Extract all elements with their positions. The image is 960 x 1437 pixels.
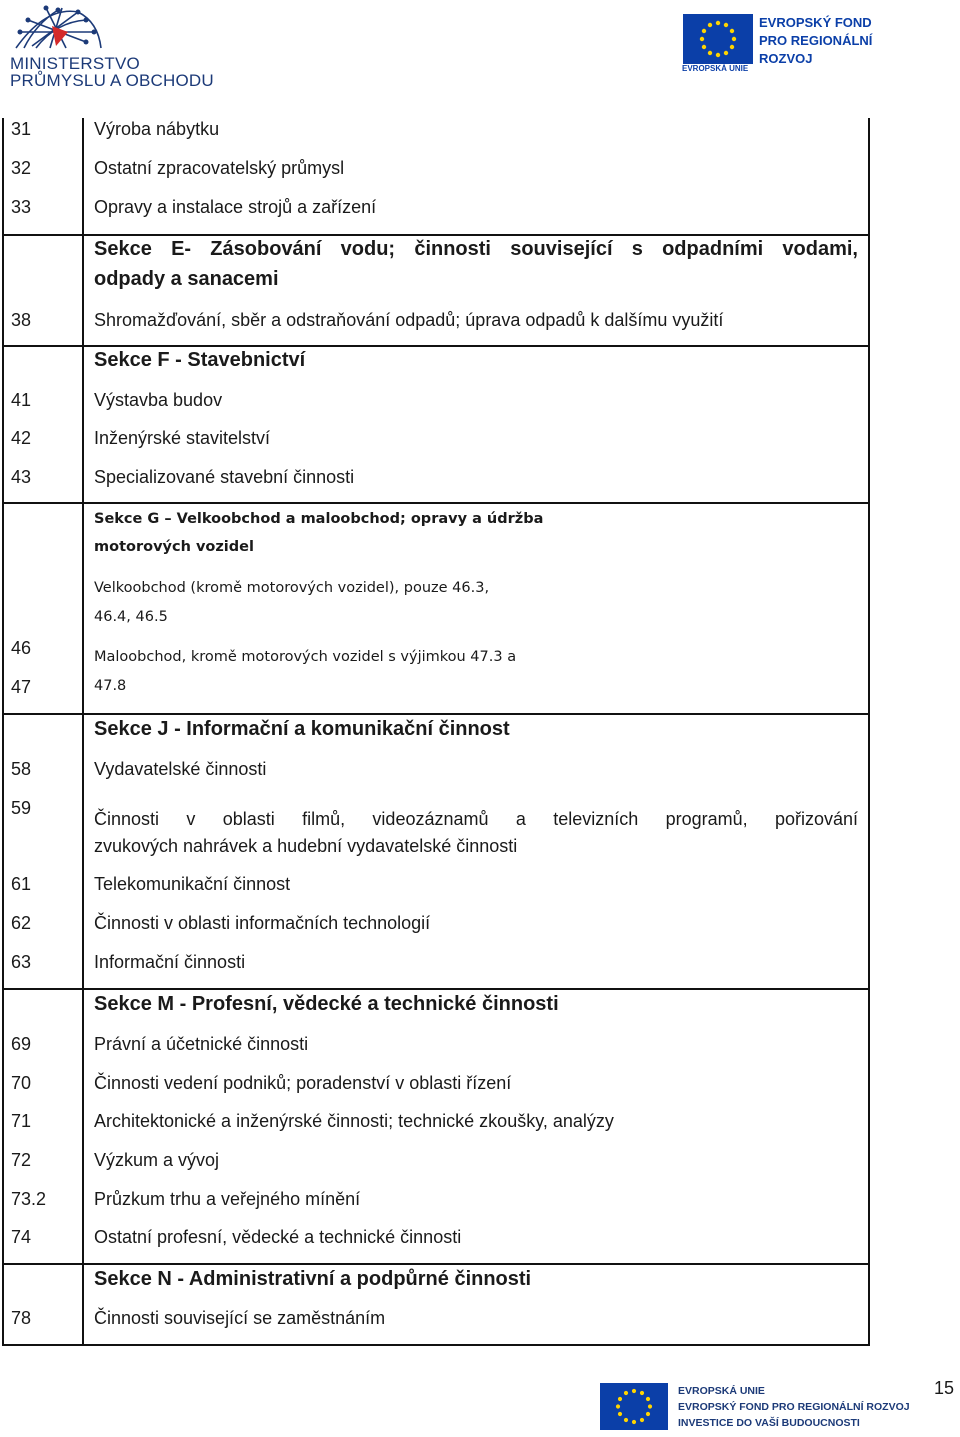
row-activity: Ostatní profesní, vědecké a technické činnosti	[94, 1227, 462, 1247]
eu-flag-footer-icon	[600, 1383, 668, 1430]
row-code: 46	[11, 638, 32, 658]
row-code: 70	[11, 1073, 32, 1093]
section-heading-e: Sekce E- Zásobování vodu; činnosti související s odpadními vodami,	[94, 238, 858, 260]
row-activity-cont: 46.4, 46.5	[94, 609, 168, 625]
row-activity: Specializované stavební činnosti	[94, 467, 355, 487]
row-code: 69	[11, 1034, 32, 1054]
ministry-name-line1: MINISTERSTVO	[10, 54, 140, 73]
section-heading-f: Sekce F - Stavebnictví	[94, 349, 306, 371]
row-activity: Architektonické a inženýrské činnosti; technické zkoušky, analýzy	[94, 1111, 614, 1131]
row-activity: Informační činnosti	[94, 952, 246, 972]
row-code: 78	[11, 1308, 32, 1328]
section-heading-m: Sekce M - Profesní, vědecké a technické činnosti	[94, 993, 559, 1015]
row-activity-cont: zvukových nahrávek a hudební vydavatelské činnosti	[94, 836, 518, 856]
row-activity: Činnosti vedení podniků; poradenství v oblasti řízení	[94, 1073, 512, 1093]
row-activity: Výstavba budov	[94, 390, 223, 410]
page-number: 15	[934, 1378, 955, 1398]
row-code: 32	[11, 158, 32, 178]
row-activity: Maloobchod, kromě motorových vozidel s výjimkou 47.3 a	[94, 649, 517, 665]
fund-name-line2: PRO REGIONÁLNÍ	[759, 33, 873, 48]
row-code: 42	[11, 428, 32, 448]
table-border-left	[2, 118, 4, 1346]
row-code: 38	[11, 310, 32, 330]
footer-line1: EVROPSKÁ UNIE	[678, 1385, 765, 1397]
row-code: 72	[11, 1150, 32, 1170]
ministry-name-line2: PRŮMYSLU A OBCHODU	[10, 71, 214, 90]
footer-line2: EVROPSKÝ FOND PRO REGIONÁLNÍ ROZVOJ	[678, 1401, 910, 1413]
row-code: 71	[11, 1111, 32, 1131]
row-activity: Činnosti související se zaměstnáním	[94, 1308, 386, 1328]
row-code: 62	[11, 913, 32, 933]
row-activity: Shromažďování, sběr a odstraňování odpadů; úprava odpadů k dalšímu využití	[94, 310, 724, 330]
row-activity: Inženýrské stavitelství	[94, 428, 271, 448]
row-code: 59	[11, 798, 32, 818]
section-heading-e-cont: odpady a sanacemi	[94, 268, 279, 290]
table-border-right	[868, 118, 870, 1346]
row-activity: Velkoobchod (kromě motorových vozidel), pouze 46.3,	[94, 580, 490, 596]
row-activity: Ostatní zpracovatelský průmysl	[94, 158, 345, 178]
row-activity: Právní a účetnické činnosti	[94, 1034, 309, 1054]
row-activity: Činnosti v oblasti filmů, videozáznamů a televizních programů, pořizování	[94, 809, 858, 829]
row-activity: Výroba nábytku	[94, 119, 220, 139]
row-code: 63	[11, 952, 32, 972]
row-code: 58	[11, 759, 32, 779]
section-heading-g: Sekce G – Velkoobchod a maloobchod; opravy a údržba	[94, 511, 544, 527]
fund-name-line1: EVROPSKÝ FOND	[759, 15, 872, 30]
row-code: 73.2	[11, 1189, 47, 1209]
fund-name-line3: ROZVOJ	[759, 51, 813, 66]
row-code: 31	[11, 119, 32, 139]
row-code: 33	[11, 197, 32, 217]
table-divider	[2, 502, 870, 504]
row-activity: Činnosti v oblasti informačních technologií	[94, 913, 431, 933]
section-heading-j: Sekce J - Informační a komunikační činnost	[94, 718, 510, 740]
row-code: 41	[11, 390, 32, 410]
row-activity-cont: 47.8	[94, 678, 127, 694]
row-code: 47	[11, 677, 32, 697]
section-heading-g-cont: motorových vozidel	[94, 539, 254, 555]
table-border-bottom	[2, 1344, 870, 1346]
row-activity: Výzkum a vývoj	[94, 1150, 220, 1170]
section-heading-n: Sekce N - Administrativní a podpůrné činnosti	[94, 1268, 532, 1290]
ministry-name	[10, 55, 214, 89]
eu-flag-icon	[683, 14, 753, 64]
fund-name	[759, 14, 872, 68]
row-activity: Vydavatelské činnosti	[94, 759, 267, 779]
footer-line3: INVESTICE DO VAŠÍ BUDOUCNOSTI	[678, 1417, 860, 1429]
row-activity: Telekomunikační činnost	[94, 874, 291, 894]
row-activity: Opravy a instalace strojů a zařízení	[94, 197, 377, 217]
row-code: 61	[11, 874, 32, 894]
row-code: 43	[11, 467, 32, 487]
footer-fund-text	[678, 1383, 910, 1431]
eu-label: EVROPSKÁ UNIE	[682, 64, 749, 73]
row-code: 74	[11, 1227, 32, 1247]
table-column-divider	[82, 118, 84, 1346]
row-activity: Průzkum trhu a veřejného mínění	[94, 1189, 361, 1209]
